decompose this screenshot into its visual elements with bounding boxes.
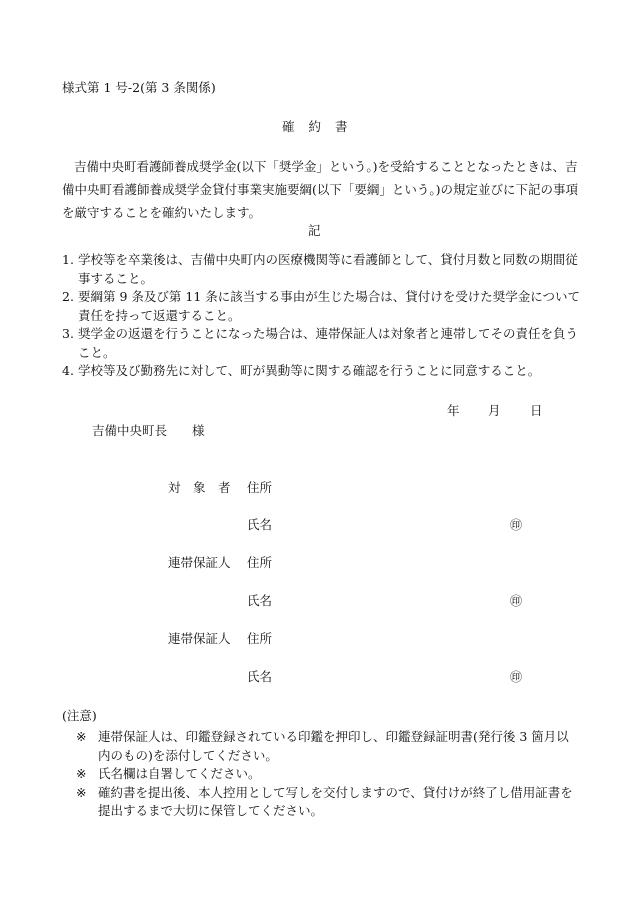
date-day-label: 日 [530,403,543,418]
notes-title: (注意) [62,708,97,723]
pledge-text: 学校等及び勤務先に対して、町が異動等に関する確認を行うことに同意すること。 [78,363,541,378]
signer-role: 連帯保証人 [168,555,231,570]
seal-mark: ㊞ [510,594,523,608]
pledge-number: 2. [62,289,74,304]
seal-mark: ㊞ [510,518,523,532]
pledge-item [62,362,582,381]
note-item [62,728,574,765]
note-item [62,784,574,821]
ki-heading: 記 [308,223,321,238]
pledge-number: 3. [62,326,74,341]
pledge-item [62,325,582,362]
date-month-label: 月 [488,403,501,418]
note-text: 確約書を提出後、本人控用として写しを交付しますので、貸付けが終了し借用証書を提出するまで大切に保管してください。 [98,784,573,818]
pledge-text: 学校等を卒業後は、吉備中央町内の医療機関等に看護師として、貸付月数と同数の期間従事すること。 [78,252,578,286]
note-item [62,765,574,784]
pledge-item [62,288,582,325]
pledge-text: 奨学金の返還を行うことになった場合は、連帯保証人は対象者と連帯してその責任を負うこと。 [78,326,579,360]
signer-role: 対 象 者 [168,480,231,495]
signer-role: 連帯保証人 [168,631,231,646]
pledge-item [62,251,582,288]
date-year-label: 年 [447,403,460,418]
notes-list [62,728,574,821]
name-label: 氏名 [247,669,273,684]
note-mark: ※ [76,729,87,744]
intro-paragraph: 吉備中央町看護師養成奨学金(以下「奨学金」という。)を受給することとなったときは、吉備中央町看護師養成奨学金貸付事業実施要綱(以下「要綱」という。)の規定並びに下記の事項を厳守することを確約いたします。 [62,159,579,220]
pledge-list [62,251,582,381]
note-text: 氏名欄は自署してください。 [98,766,261,781]
pledge-text: 要綱第 9 条及び第 11 条に該当する事由が生じた場合は、貸付けを受けた奨学金について責任を持って返還すること。 [78,289,581,323]
name-label: 氏名 [247,517,273,532]
address-label: 住所 [247,631,273,646]
note-text: 連帯保証人は、印鑑登録されている印鑑を押印し、印鑑登録証明書(発行後 3 箇月以内のもの)を添付してください。 [98,729,569,763]
pledge-number: 4. [62,363,74,378]
address-label: 住所 [247,555,273,570]
form-number: 様式第 1 号-2(第 3 条関係) [62,80,216,95]
pledge-number: 1. [62,252,74,267]
document-title: 確約書 [282,119,362,134]
note-mark: ※ [76,766,87,781]
name-label: 氏名 [247,593,273,608]
note-mark: ※ [76,784,87,800]
address-label: 住所 [247,480,273,495]
addressee: 吉備中央町長 様 [92,423,205,438]
seal-mark: ㊞ [510,670,523,684]
